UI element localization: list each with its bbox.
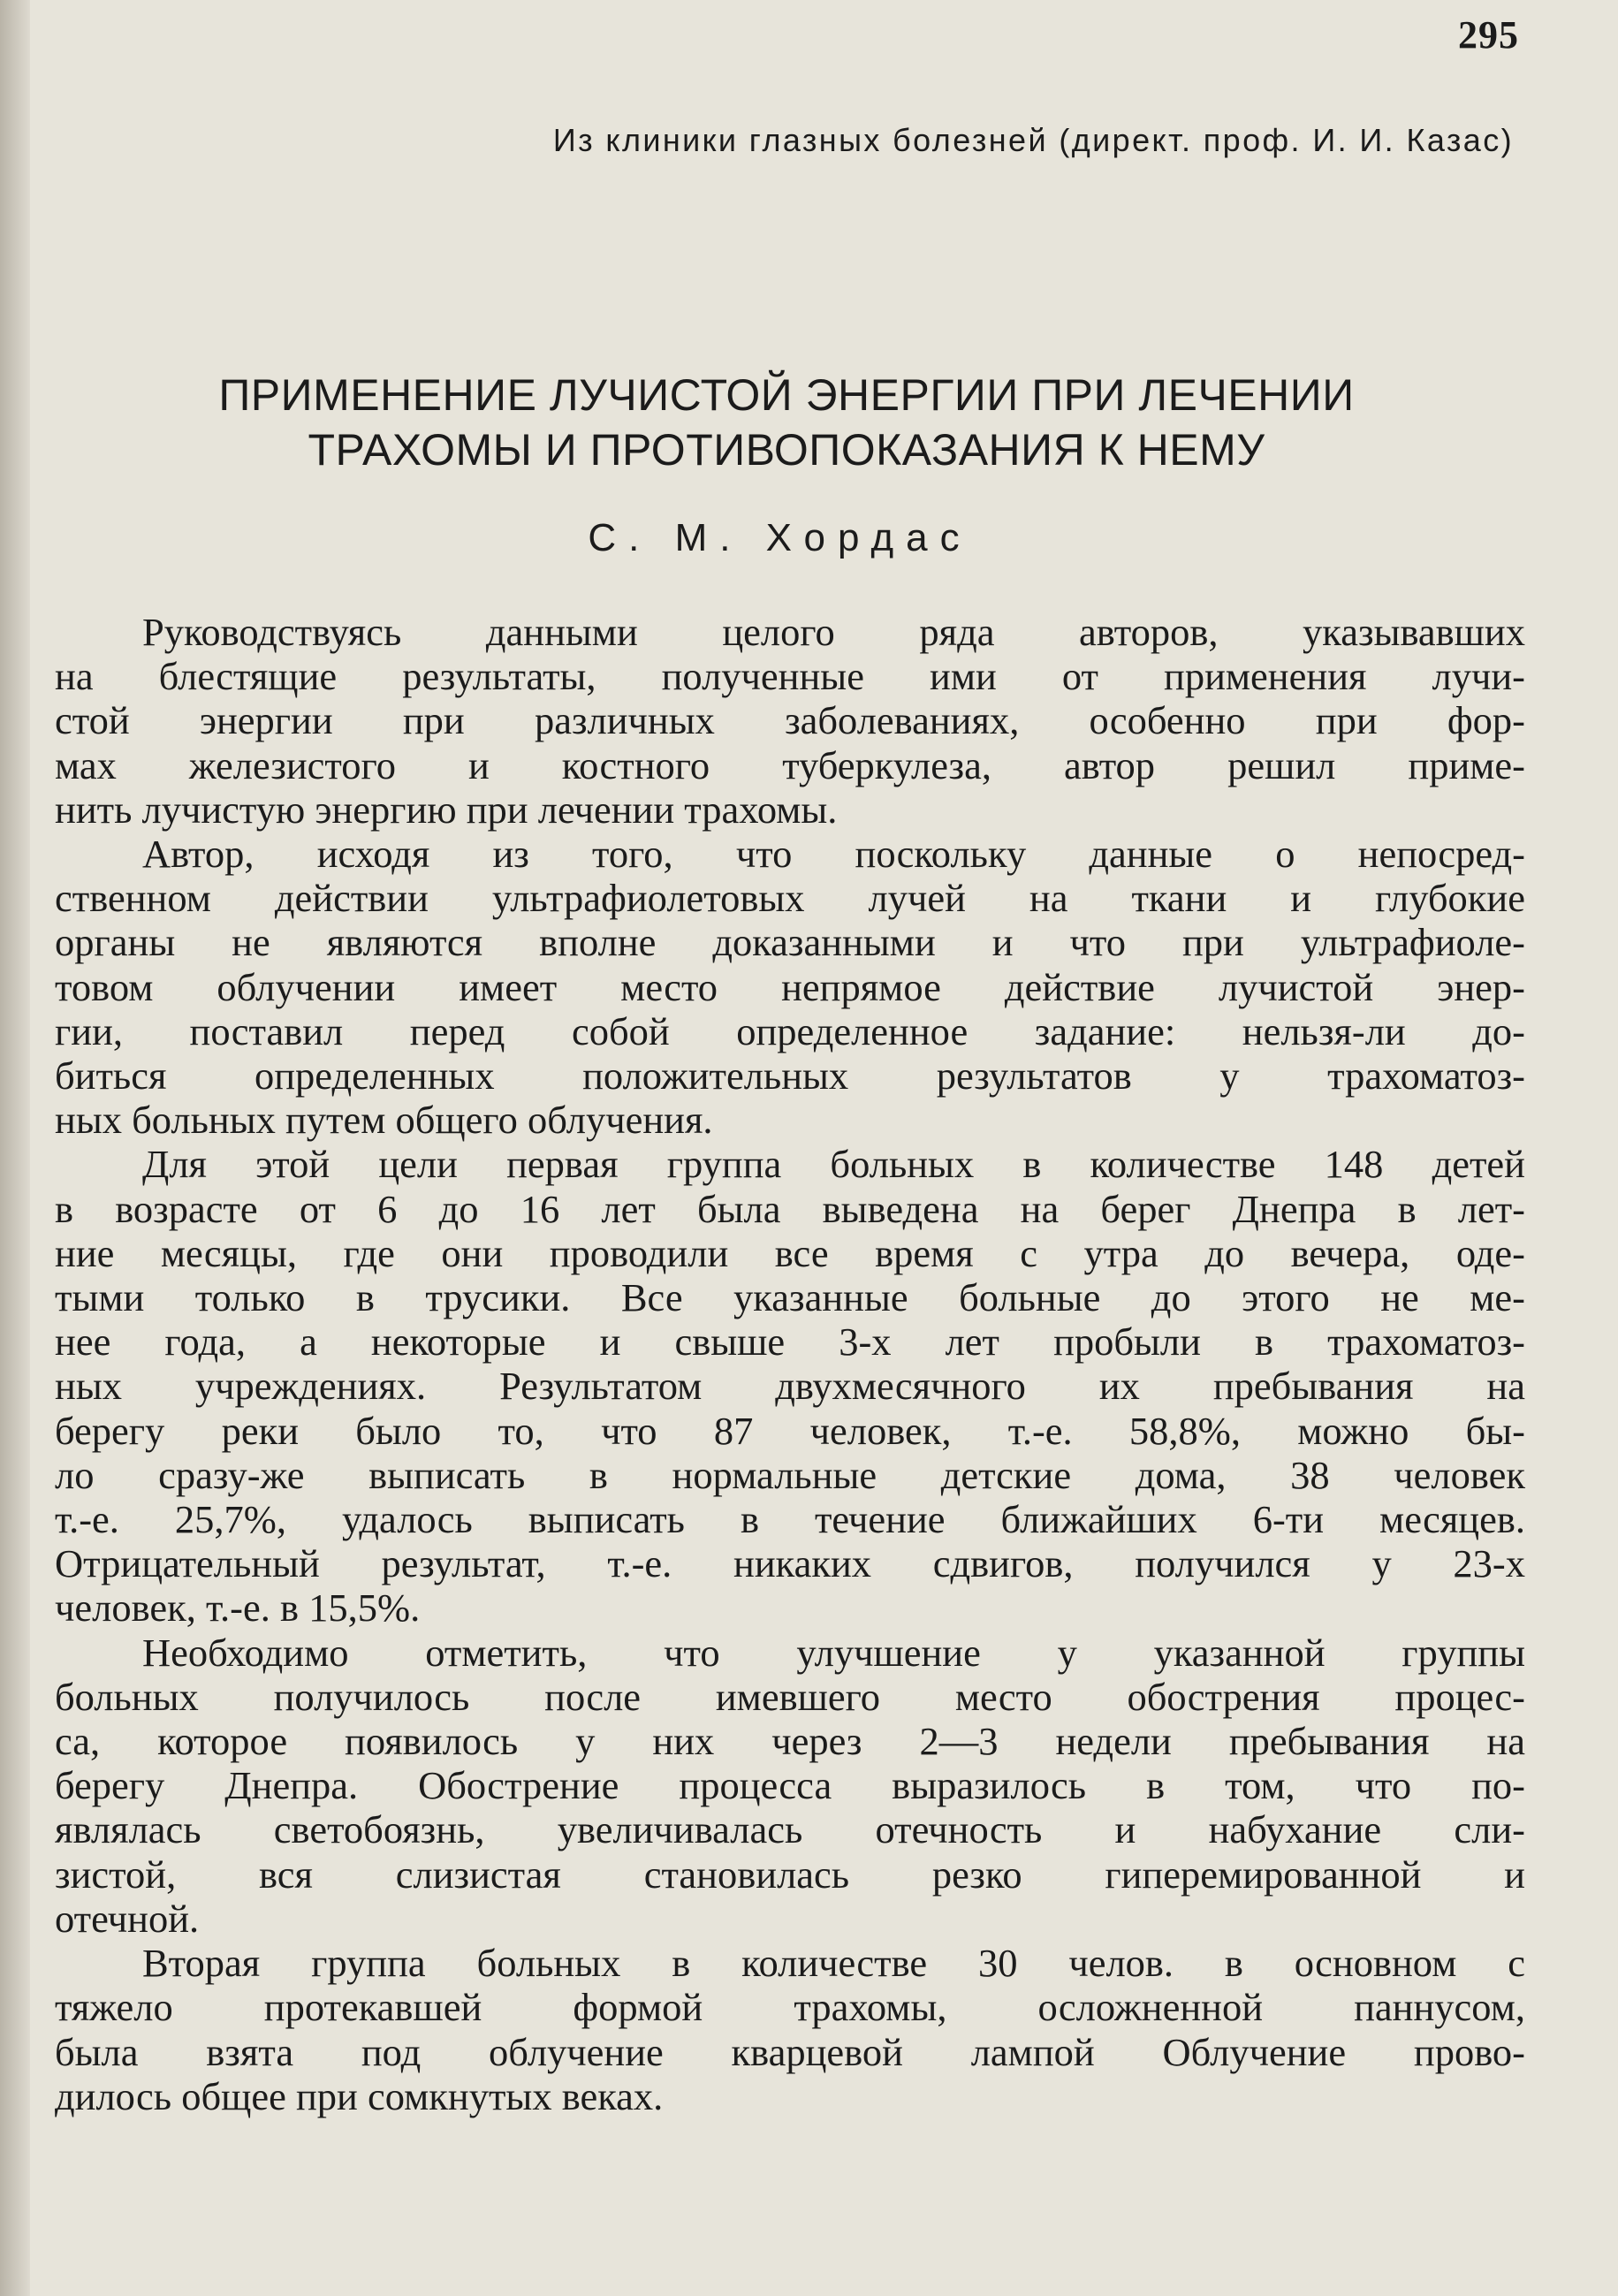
text-line: биться определенных положительных результатов у трахоматоз- (55, 1053, 1525, 1099)
text-line: ственном действии ультрафиолетовых лучей на ткани и глубокие (55, 876, 1525, 921)
text-line: отечной. (55, 1896, 200, 1941)
text-line: гии, поставил перед собой определенное задание: нельзя-ли до- (55, 1008, 1525, 1053)
text-line: была взята под облучение кварцевой лампой Облучение прово- (55, 2029, 1525, 2074)
text-line: больных получилось после имевшего место обострения процес- (55, 1674, 1525, 1719)
text-line: товом облучении имеет место непрямое действие лучистой энер- (55, 964, 1525, 1009)
paragraph-4 (55, 1631, 1525, 1941)
text-line: мах железистого и костного туберкулеза, автор решил приме- (55, 742, 1525, 787)
text-line: в возрасте от 6 до 16 лет была выведена на берег Днепра в лет- (55, 1186, 1525, 1231)
article-body (55, 610, 1525, 2118)
article-author: С. М. Хордас (588, 516, 972, 559)
title-line: ПРИМЕНЕНИЕ ЛУЧИСТОЙ ЭНЕРГИИ ПРИ ЛЕЧЕНИИ (218, 370, 1355, 420)
text-line: ных учреждениях. Результатом двухмесячного их пребывания на (55, 1364, 1525, 1409)
text-line: Отрицательный результат, т.-е. никаких сдвигов, получился у 23-х (55, 1541, 1525, 1586)
text-line: являлась светобоязнь, увеличивалась отечность и набухание сли- (55, 1807, 1525, 1852)
page-number: 295 (1458, 13, 1519, 57)
text-line: Руководствуясь данными целого ряда авторов, указывавших (142, 610, 1525, 654)
paragraph-3 (55, 1142, 1525, 1630)
text-line: ние месяцы, где они проводили все время с утра до вечера, оде- (55, 1230, 1525, 1275)
text-line: берегу реки было то, что 87 человек, т.-е. 58,8%, можно бы- (55, 1408, 1525, 1453)
text-line: Вторая группа больных в количестве 30 челов. в основном с (142, 1941, 1525, 1986)
text-line: органы не являются вполне доказанными и что при ультрафиоле- (55, 920, 1525, 965)
text-line: человек, т.-е. в 15,5%. (55, 1585, 421, 1631)
text-line: дилось общее при сомкнутых веках. (55, 2073, 664, 2118)
page-binding-shadow (0, 0, 30, 2296)
paragraph-1 (55, 610, 1525, 832)
text-line: Для этой цели первая группа больных в количестве 148 детей (142, 1142, 1525, 1187)
text-line: стой энергии при различных заболеваниях, особенно при фор- (55, 698, 1525, 743)
text-line: ло сразу-же выписать в нормальные детские дома, 38 человек (55, 1452, 1525, 1497)
text-line: ных больных путем общего облучения. (55, 1098, 713, 1143)
paragraph-5 (55, 1941, 1525, 2118)
text-line: на блестящие результаты, полученные ими от применения лучи- (55, 654, 1525, 699)
article-title (0, 368, 1573, 477)
text-line: т.-е. 25,7%, удалось выписать в течение ближайших 6-ти месяцев. (55, 1497, 1525, 1542)
text-line: тяжело протекавшей формой трахомы, осложненной паннусом, (55, 1985, 1525, 2030)
text-line: зистой, вся слизистая становилась резко гиперемированной и (55, 1851, 1525, 1897)
title-line: ТРАХОМЫ И ПРОТИВОПОКАЗАНИЯ К НЕМУ (308, 425, 1265, 475)
affiliation-line: Из клиники глазных болезней (директ. проф. И. И. Казас) (552, 122, 1514, 158)
text-line: берегу Днепра. Обострение процесса выразилось в том, что по- (55, 1763, 1525, 1808)
text-line: Необходимо отметить, что улучшение у указанной группы (142, 1630, 1525, 1675)
text-line: нее года, а некоторые и свыше 3-х лет пробыли в трахоматоз- (55, 1319, 1525, 1365)
paragraph-2 (55, 832, 1525, 1142)
text-line: са, которое появилось у них через 2—3 недели пребывания на (55, 1719, 1525, 1764)
text-line: нить лучистую энергию при лечении трахомы. (55, 787, 838, 832)
text-line: Автор, исходя из того, что поскольку данные о непосред- (142, 832, 1525, 877)
text-line: тыми только в трусики. Все указанные больные до этого не ме- (55, 1275, 1525, 1320)
